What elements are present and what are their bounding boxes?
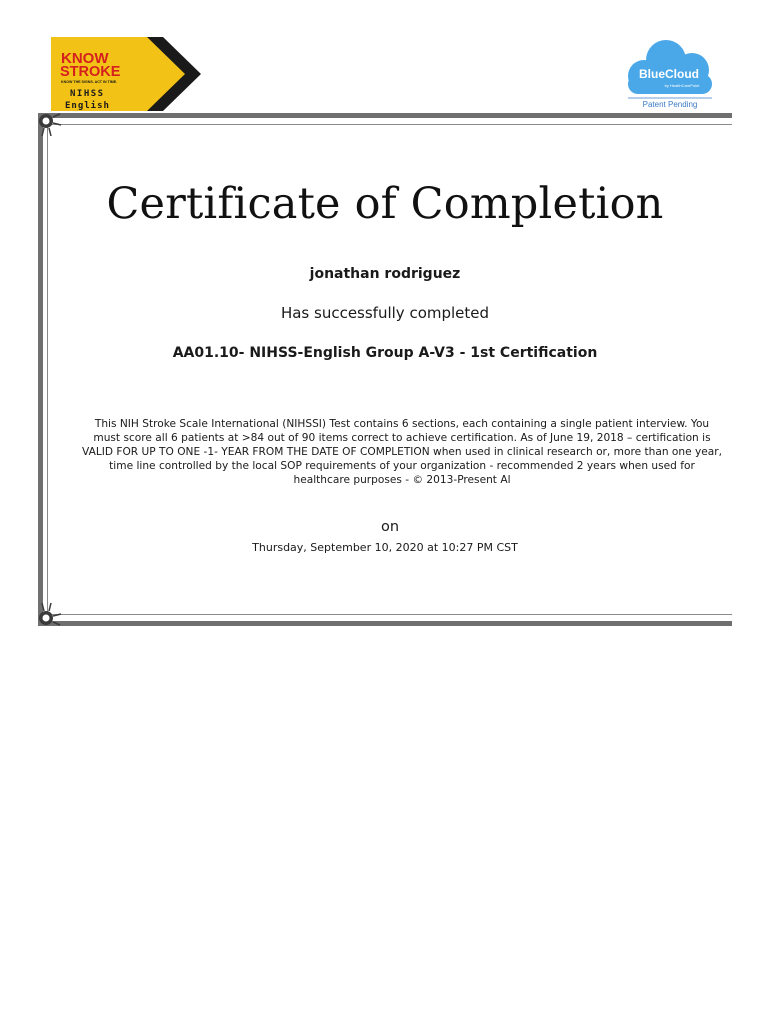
logo-english-text: English bbox=[65, 101, 110, 111]
certification-description: This NIH Stroke Scale International (NIHSSI) Test contains 6 sections, each containing a single patient interview. You must score all 6 patients at >84 out of 90 items correct to achieve certification. As of June 19, 2018 – certification is VALID FOR UP TO ONE -1- YEAR FROM THE DATE OF COMPLETION when used in clinical research or, more than one year, time line controlled by the local SOP requirements of your organization - recommended 2 years when used for healthcare purposes - © 2013-Present Al bbox=[82, 418, 722, 486]
completion-statement: Has successfully completed bbox=[280, 304, 490, 322]
logo-nihss-text: NIHSS bbox=[70, 89, 105, 99]
patent-pending-text: Patent Pending bbox=[642, 100, 698, 109]
bluecloud-logo bbox=[622, 38, 718, 112]
logo-know-text: KNOW bbox=[61, 50, 109, 67]
logo-tagline: KNOW THE SIGNS. ACT IN TIME. bbox=[61, 80, 118, 84]
logo-stroke-text: STROKE bbox=[60, 64, 121, 80]
ornament-top-left-icon bbox=[36, 111, 66, 141]
on-label: on bbox=[380, 519, 400, 535]
bluecloud-sub-text: by HealthCarePoint bbox=[664, 83, 700, 88]
completion-date: Thursday, September 10, 2020 at 10:27 PM CST bbox=[252, 541, 518, 554]
know-stroke-logo bbox=[51, 37, 206, 111]
ornament-bottom-left-icon bbox=[36, 598, 66, 628]
certificate-title: Certificate of Completion bbox=[106, 179, 664, 229]
certificate bbox=[38, 113, 732, 626]
bluecloud-brand-text: BlueCloud bbox=[639, 67, 699, 81]
recipient-name: jonathan rodriguez bbox=[309, 266, 461, 282]
course-name: AA01.10- NIHSS-English Group A-V3 - 1st Certification bbox=[172, 345, 598, 361]
